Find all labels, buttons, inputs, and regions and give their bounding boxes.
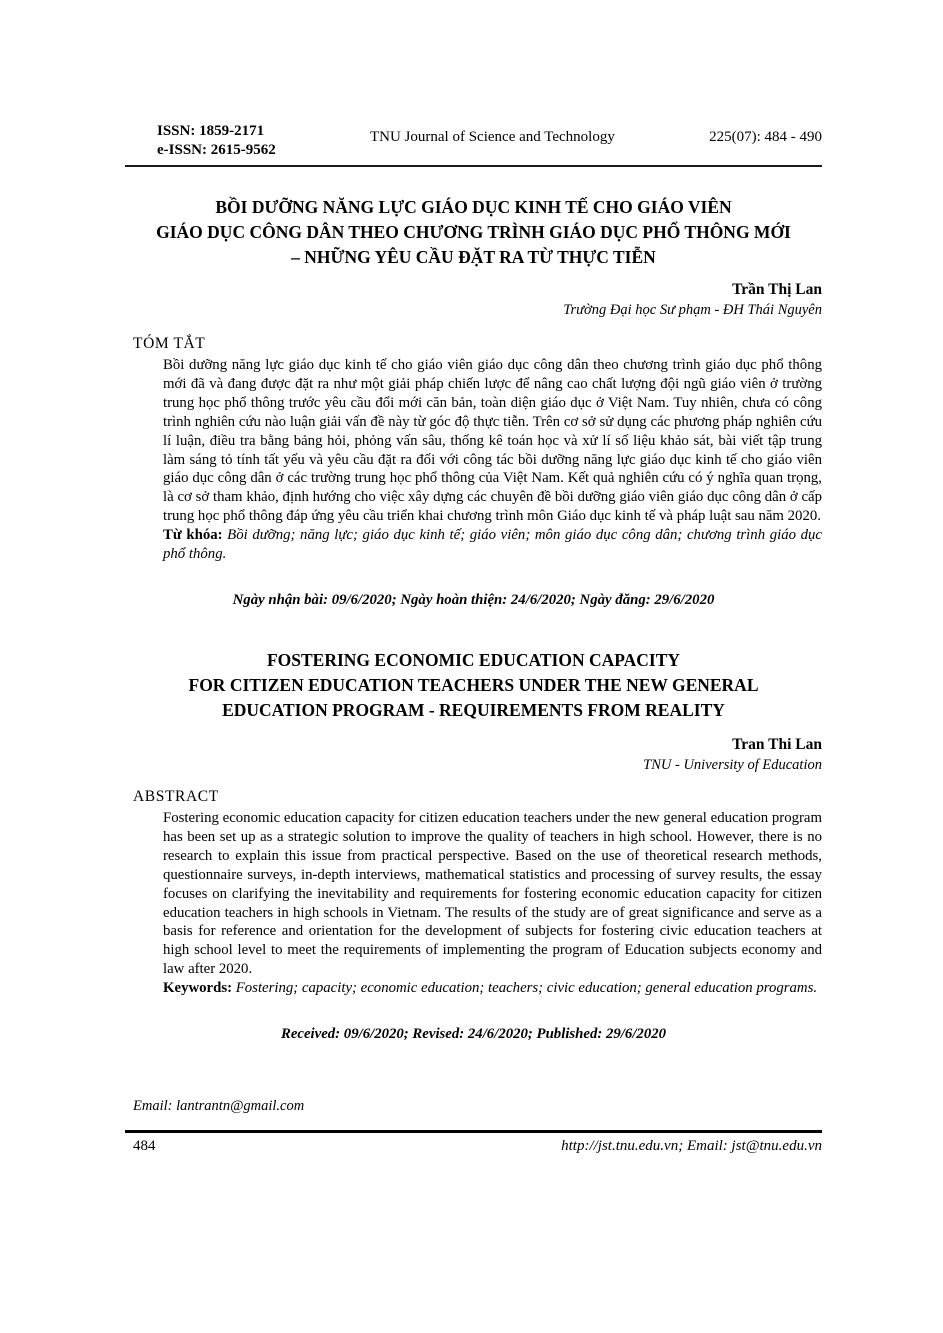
vietnamese-author-block [125, 280, 822, 320]
vietnamese-title-line-1: BỒI DƯỠNG NĂNG LỰC GIÁO DỤC KINH TẾ CHO GIÁO VIÊN [215, 197, 732, 217]
keywords-text-vi: Bồi dưỡng; năng lực; giáo dục kinh tế; giáo viên; môn giáo dục công dân; chương trình giáo dục phổ thông. [163, 527, 822, 563]
abstract-text-vi: Bồi dưỡng năng lực giáo dục kinh tế cho giáo viên giáo dục công dân theo chương trình giáo dục phổ thông mới đã và đang được đặt ra như một giải pháp chiến lược để nâng cao chất lượng đội ngũ giáo viên ở trường trung học phổ thông trước yêu cầu đổi mới căn bản, toàn diện giáo dục ở Việt Nam. Tuy nhiên, chưa có công trình nghiên cứu nào luận giải vấn đề này từ góc độ thực tiễn. Trên cơ sở sử dụng các phương pháp nghiên cứu lí luận, điều tra bằng bảng hỏi, phỏng vấn sâu, thống kê toán học và xử lí số liệu khảo sát, bài viết tập trung làm sáng tỏ tính tất yếu và yêu cầu đặt ra đối với công tác bồi dưỡng năng lực giáo dục kinh tế cho giáo viên giáo dục công dân ở các trường trung học phổ thông của Việt Nam. Kết quả nghiên cứu có ý nghĩa quan trọng, là cơ sở tham khảo, định hướng cho việc xây dựng các chuyên đề bồi dưỡng giáo viên giáo dục công dân ở cấp trung học phổ thông đáp ứng yêu cầu triển khai chương trình môn Giáo dục kinh tế và pháp luật sau năm 2020. [163, 357, 822, 525]
english-title-line-1: FOSTERING ECONOMIC EDUCATION CAPACITY [266, 649, 681, 670]
keywords-line-vi [163, 526, 822, 564]
dates-line-en: Received: 09/6/2020; Revised: 24/6/2020; Published: 29/6/2020 [280, 1026, 667, 1043]
author-affiliation-vi: Trường Đại học Sư phạm - ĐH Thái Nguyên [563, 302, 822, 318]
keywords-text-en: Fostering; capacity; economic education; teachers; civic education; general education programs. [235, 980, 818, 997]
keywords-label-en: Keywords: [163, 980, 233, 997]
page-footer [125, 1133, 822, 1155]
english-title [125, 648, 822, 723]
journal-site: http://jst.tnu.edu.vn; Email: jst@tnu.edu.vn [561, 1138, 822, 1155]
author-affiliation-en: TNU - University of Education [643, 756, 822, 773]
author-name-en: Tran Thi Lan [732, 735, 822, 753]
issn: ISSN: 1859-2171 [157, 123, 265, 139]
abstract-text-en: Fostering economic education capacity for citizen education teachers under the new general education program has been set up as a strategic solution to improve the quality of teachers in high school. However, there is no research to explain this issue from practical perspective. Based on the use of theoretical research methods, questionnaire surveys, in-depth interviews, mathematical statistics and processing of survey results, the essay focuses on clarifying the inevitability and requirements for fostering economic education capacity for citizen education teachers in high schools in Vietnam. The results of the study are of great significance and serve as a basis for reference and orientation for the development of subjects for fostering civic education teachers at high school level to meet the requirements of implementing the program of Education subjects economy and law after 2020. [163, 809, 822, 978]
author-name-vi: Trần Thị Lan [732, 281, 822, 298]
page-number: 484 [133, 1138, 156, 1155]
vietnamese-title-line-2: GIÁO DỤC CÔNG DÂN THEO CHƯƠNG TRÌNH GIÁO DỤC PHỔ THÔNG MỚI [156, 222, 791, 242]
vietnamese-title-line-3: – NHỮNG YÊU CẦU ĐẶT RA TỪ THỰC TIỄN [291, 247, 656, 267]
english-author-block [125, 735, 822, 775]
dates-line-vi: Ngày nhận bài: 09/6/2020; Ngày hoàn thiện: 24/6/2020; Ngày đăng: 29/6/2020 [232, 591, 715, 608]
corresponding-email: Email: lantrantn@gmail.com [133, 1098, 305, 1115]
english-title-line-2: FOR CITIZEN EDUCATION TEACHERS UNDER THE NEW GENERAL [188, 674, 759, 695]
issue-info: 225(07): 484 - 490 [709, 129, 822, 145]
issn-block [125, 122, 276, 160]
keywords-line-en [163, 979, 822, 998]
eissn: e-ISSN: 2615-9562 [157, 142, 276, 158]
page-content [125, 122, 822, 1155]
english-title-line-3: EDUCATION PROGRAM - REQUIREMENTS FROM REALITY [222, 699, 725, 720]
journal-header [125, 122, 822, 167]
abstract-heading-vi: TÓM TẮT [133, 335, 206, 352]
vietnamese-title [125, 195, 822, 270]
keywords-label-vi: Từ khóa: [163, 527, 223, 544]
abstract-heading-en: ABSTRACT [133, 787, 219, 805]
journal-name: TNU Journal of Science and Technology [369, 129, 615, 145]
